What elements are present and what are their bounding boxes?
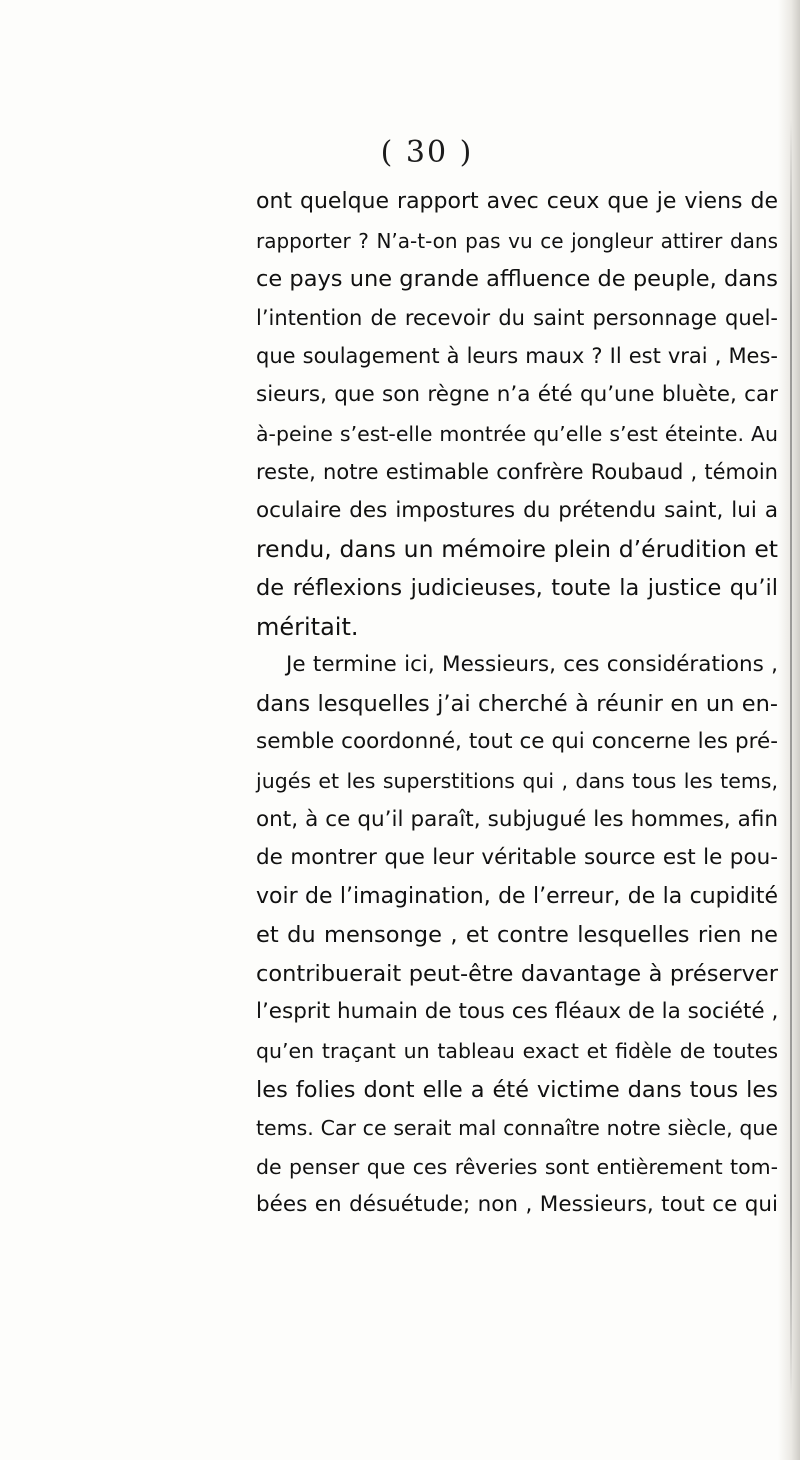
text-line: ont quelque rapport avec ceux que je viens de (256, 189, 778, 214)
text-line: de penser que ces rêveries sont entièrement tom- (256, 1154, 778, 1179)
text-line: de réflexions judicieuses, toute la justice qu’il (256, 574, 778, 601)
text-line: oculaire des impostures du prétendu saint, lui a (256, 497, 778, 523)
text-line: rapporter ? N’a-t-on pas vu ce jongleur attirer dans (256, 228, 778, 253)
text-line: reste, notre estimable confrère Roubaud , témoin (256, 460, 778, 485)
text-line: que soulagement à leurs maux ? Il est vrai , Mes- (256, 344, 778, 369)
text-line: l’esprit humain de tous ces fléaux de la société , (256, 999, 779, 1025)
text-line: de montrer que leur véritable source est le pou- (256, 845, 778, 871)
text-line: bées en désuétude; non , Messieurs, tout ce qui (256, 1192, 778, 1218)
text-line: les folies dont elle a été victime dans tous les (256, 1076, 778, 1103)
text-line: et du mensonge , et contre lesquelles rien ne (256, 922, 778, 949)
text-line-paragraph-end: méritait. (256, 612, 359, 641)
text-line: ont, à ce qu’il paraît, subjugué les hommes, afin (256, 806, 778, 832)
page-edge-shadow (778, 0, 800, 1460)
text-line: ce pays une grande affluence de peuple, dans (256, 266, 778, 293)
text-line: voir de l’imagination, de l’erreur, de la cupidité (256, 883, 778, 909)
text-line: tems. Car ce serait mal connaître notre siècle, que (256, 1116, 778, 1141)
text-line: à-peine s’est-elle montrée qu’elle s’est éteinte. Au (256, 421, 778, 446)
text-line: sieurs, que son règne n’a été qu’une bluète, car (256, 381, 778, 407)
text-line: jugés et les superstitions qui , dans tous les tems, (256, 768, 778, 793)
page-number: ( 30 ) (380, 135, 474, 170)
text-line: dans lesquelles j’ai cherché à réunir en un en- (256, 690, 778, 717)
text-line-paragraph-start: Je termine ici, Messieurs, ces considérations , (286, 652, 778, 678)
text-line: l’intention de recevoir du saint personnage quel- (256, 305, 778, 330)
text-line: rendu, dans un mémoire plein d’érudition et (256, 535, 778, 564)
text-line: contribuerait peut-être davantage à préserver (256, 960, 778, 987)
body-text (256, 183, 778, 1225)
text-line: semble coordonné, tout ce qui concerne les pré- (256, 729, 778, 755)
page-edge-line (790, 120, 792, 1400)
text-line: qu’en traçant un tableau exact et fidèle de toutes (256, 1039, 778, 1064)
